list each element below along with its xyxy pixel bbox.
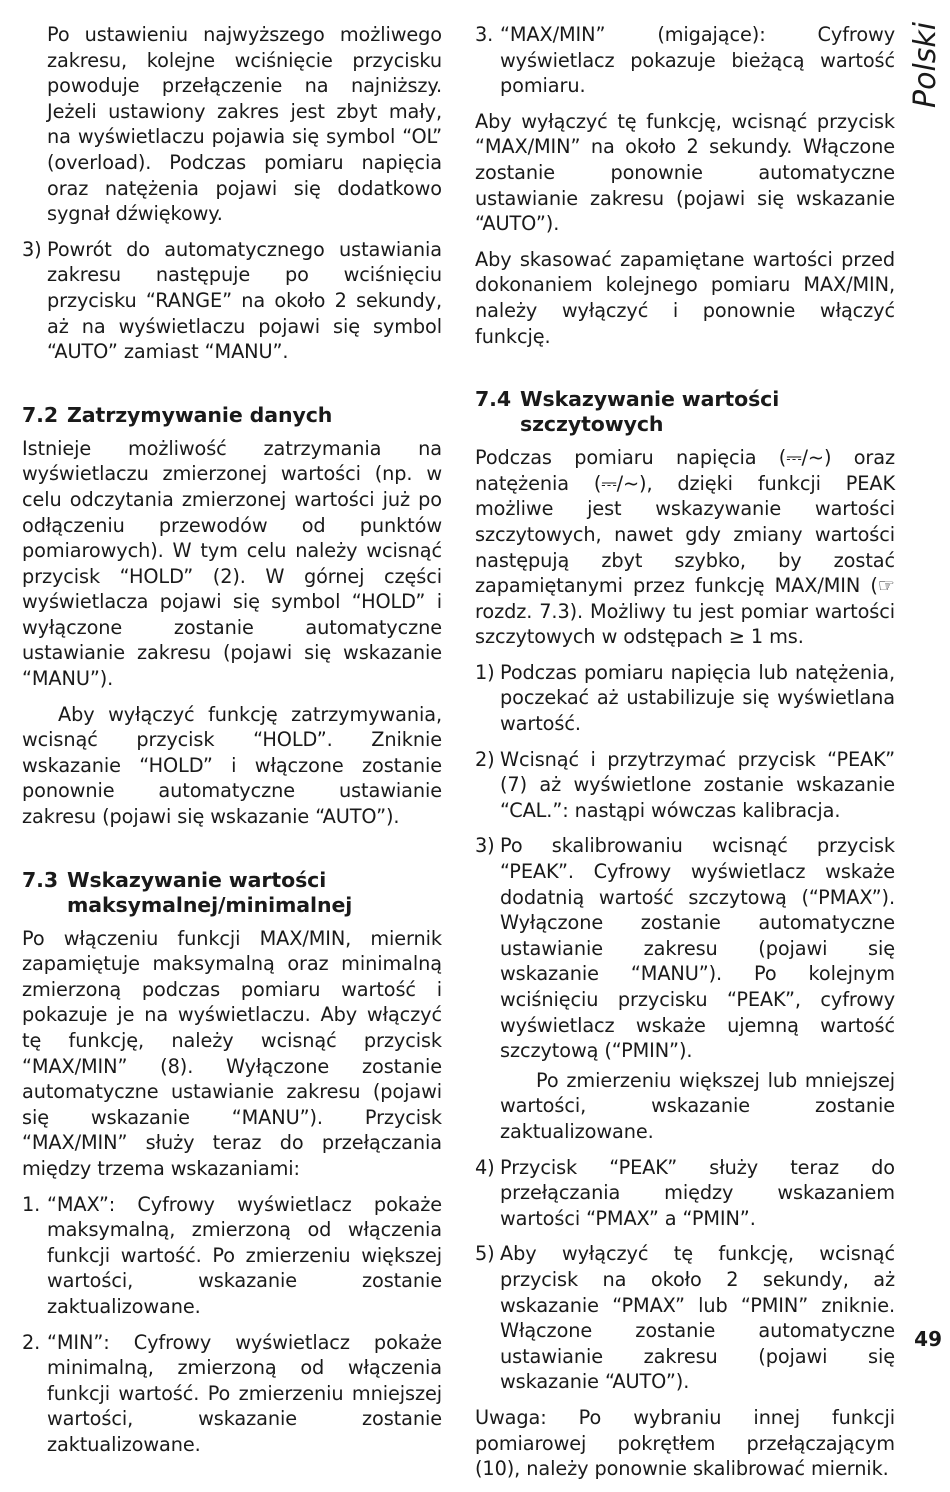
list-item: 3. “MAX/MIN” (migające): Cyfrowy wyświetlacz pokazuje bieżącą wartość pomiaru. [475,23,895,98]
page-number: 49 [914,1327,942,1351]
note-paragraph: Uwaga: Po wybraniu innej funkcji pomiarowej pokrętłem przełączającym (10), należy ponownie skalibrować miernik. [475,1405,895,1481]
list-item: 2. “MIN”: Cyfrowy wyświetlacz pokaże minimalną, zmierzoną od włączenia funkcji wartość. Po zmierzeniu mniejszej wartości, wskazanie zostanie zaktualizowane. [22,1330,442,1456]
paragraph: Istnieje możliwość zatrzymania na wyświetlaczu zmierzonej wartości (np. w celu odczytania zmierzonej wartości już po odłączeniu przewodów od punktów pomiarowych). W tym celu należy wcisnąć przycisk “HOLD” (2). W górnej części wyświetlacza pojawi się symbol “HOLD” i wyłączone zostanie automatyczne ustawianie zakresu (pojawi się wskazanie “MANU”). [22,436,442,691]
paragraph: Aby wyłączyć tę funkcję, wcisnąć przycisk “MAX/MIN” na około 2 sekundy. Włączone zostanie ponownie automatyczne ustawianie zakresu (pojawi się wskazanie “AUTO”). [475,109,895,236]
language-side-label: Polski [908,21,943,108]
list-item: 2) Wcisnąć i przytrzymać przycisk “PEAK” (7) aż wyświetlone zostanie wskazanie “CAL.”: nastąpi wówczas kalibracja. [475,747,895,822]
list-item: 1. “MAX”: Cyfrowy wyświetlacz pokaże maksymalną, zmierzoną od włączenia funkcji wartość. Po zmierzeniu większej wartości, wskazanie zostanie zaktualizowane. [22,1192,442,1318]
list-item [22,237,442,365]
section-heading-7-2: 7.2 Zatrzymywanie danych [22,402,333,427]
right-column [475,22,895,1492]
paragraph: Aby skasować zapamiętane wartości przed dokonaniem kolejnego pomiaru MAX/MIN, należy wyłączyć i ponownie włączyć funkcję. [475,247,895,348]
item-text: Powrót do automatycznego ustawiania zakresu następuje po wciśnięciu przycisku “RANGE” na około 2 sekundy, aż na wyświetlaczu pojawi się symbol “AUTO” zamiast “MANU”. [47,237,442,364]
paragraph-intro: Po ustawieniu najwyższego możliwego zakresu, kolejne wciśnięcie przycisku powoduje przełączenie na najniższy. Jeżeli ustawiony zakres jest zbyt mały, na wyświetlaczu pojawia się symbol “OL” (overload). Podczas pomiaru napięcia oraz natężenia pojawi się dodatkowo sygnał dźwiękowy. [47,23,442,226]
list-item: 3) Po skalibrowaniu wcisnąć przycisk “PEAK”. Cyfrowy wyświetlacz wskaże dodatnią wartość szczytową (“PMAX”). Wyłączone zostanie automatyczne ustawianie zakresu (pojawi się wskazanie “MANU”). Po kolejnym wciśnięciu przycisku “PEAK”, cyfrowy wyświetlacz wskaże ujemną wartość szczytową (“PMIN”). Po zmierzeniu większej lub mniejszej wartości, wskazanie zostanie zaktualizowane. [475,834,895,1143]
list-item: 4) Przycisk “PEAK” służy teraz do przełączania między wskazaniem wartości “PMAX” a “PMIN”. [475,1155,895,1230]
left-column [22,22,442,1468]
paragraph: Podczas pomiaru napięcia (⎓/~) oraz natężenia (⎓/~), dzięki funkcji PEAK możliwe jest wskazywanie wartości szczytowych, nawet gdy zmiany wartości następują zbyt szybko, by zostać zapamiętanymi przez funkcję MAX/MIN (☞ rozdz. 7.3). Możliwy tu jest pomiar wartości szczytowych w odstępach ≥ 1 ms. [475,446,895,649]
list-item: 5) Aby wyłączyć tę funkcję, wcisnąć przycisk na około 2 sekundy, aż wskazanie “PMAX” lub “PMIN” zniknie. Włączone zostanie automatyczne ustawianie zakresu (pojawi się wskazanie “AUTO”). [475,1242,895,1394]
paragraph: Po włączeniu funkcji MAX/MIN, miernik zapamiętuje maksymalną oraz minimalną zmierzoną podczas pomiaru wartość i pokazuje je na wyświetlaczu. Aby włączyć tę funkcję, należy wcisnąć przycisk “MAX/MIN” (8). Wyłączone zostanie automatyczne ustawianie zakresu (pojawi się wskazanie “MANU”). Przycisk “MAX/MIN” służy teraz do przełączania między trzema wskazaniami: [22,926,442,1180]
section-heading-7-4: 7.4 Wskazywanie wartości szczytowych [475,387,780,437]
paragraph: Aby wyłączyć funkcję zatrzymywania, wcisnąć przycisk “HOLD”. Zniknie wskazanie “HOLD” i włączone zostanie ponownie automatyczne ustawianie zakresu (pojawi się wskazanie “AUTO”). [22,702,442,829]
section-heading-7-3: 7.3 Wskazywanie wartości maksymalnej/minimalnej [22,867,353,917]
item-number: 3) [22,237,42,261]
list-item: 1) Podczas pomiaru napięcia lub natężenia, poczekać aż ustabilizuje się wyświetlana wartość. [475,660,895,736]
